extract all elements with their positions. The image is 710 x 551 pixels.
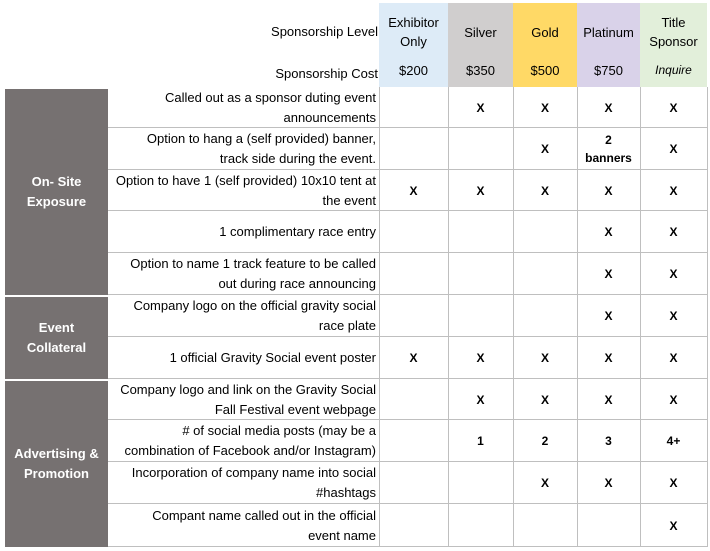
tier-cost: $750 <box>594 63 623 78</box>
tier-cost: $350 <box>466 63 495 78</box>
tier-name: Title Sponsor <box>649 15 698 49</box>
tier-mark <box>379 87 448 128</box>
tier-name: Gold <box>531 24 559 40</box>
tier-mark: X <box>669 142 678 156</box>
category-label: Advertising & Promotion <box>5 379 108 547</box>
tier-mark <box>513 211 577 253</box>
tier-mark: X <box>409 183 418 198</box>
tier-mark <box>448 504 513 547</box>
feature-label: Option to name 1 track feature to be called out during race announcing <box>130 256 376 291</box>
tier-mark <box>379 128 448 170</box>
tier-mark: X <box>669 351 678 365</box>
tier-mark <box>379 253 448 295</box>
tier-header <box>577 3 640 87</box>
tier-mark <box>513 504 577 547</box>
tier-mark: 4+ <box>666 434 681 448</box>
feature-label: 1 official Gravity Social event poster <box>169 350 376 365</box>
tier-header <box>379 3 448 87</box>
category-label: Event Collateral <box>5 295 108 379</box>
tier-mark: X <box>669 100 678 115</box>
tier-mark <box>577 504 640 547</box>
column-divider <box>707 87 708 547</box>
tier-mark <box>379 504 448 547</box>
feature-label: Company logo and link on the Gravity Social Fall Festival event webpage <box>120 381 376 417</box>
tier-name: Platinum <box>583 24 634 40</box>
tier-mark: X <box>604 476 613 490</box>
tier-mark <box>448 211 513 253</box>
feature-label: Called out as a sponsor duting event announcements <box>164 89 376 125</box>
tier-mark: 1 <box>477 434 484 448</box>
tier-mark: X <box>669 476 678 490</box>
feature-label: Company logo on the official gravity social race plate <box>133 298 376 333</box>
tier-mark: X <box>540 351 549 365</box>
feature-label: 1 complimentary race entry <box>219 224 376 239</box>
feature-label: Option to hang a (self provided) banner, track side during the event. <box>146 131 376 166</box>
tier-mark: X <box>540 392 549 407</box>
feature-label: Compant name called out in the official event name <box>152 507 376 543</box>
tier-mark: X <box>540 183 549 198</box>
tier-header <box>513 3 577 87</box>
tier-mark: X <box>669 183 678 198</box>
sponsorship-cost-label: Sponsorship Cost <box>275 66 378 81</box>
sponsorship-level-label: Sponsorship Level <box>271 24 378 39</box>
tier-mark: X <box>604 183 613 198</box>
tier-name: Exhibitor Only <box>388 15 439 49</box>
tier-name: Silver <box>464 24 497 40</box>
tier-cost: $200 <box>399 63 428 78</box>
tier-mark <box>379 211 448 253</box>
tier-mark: X <box>669 392 678 407</box>
tier-mark: 3 <box>605 434 612 448</box>
category-label: On- Site Exposure <box>5 87 108 295</box>
feature-label: # of social media posts (may be a combination of Facebook and/or Instagram) <box>124 423 376 458</box>
tier-mark <box>379 295 448 337</box>
tier-mark <box>379 462 448 504</box>
tier-mark <box>379 379 448 420</box>
tier-mark: X <box>604 267 613 281</box>
tier-mark: X <box>604 392 613 407</box>
tier-mark: X <box>476 183 485 198</box>
tier-mark: X <box>669 225 678 239</box>
tier-mark: 2 <box>541 434 549 448</box>
tier-header <box>448 3 513 87</box>
tier-mark: X <box>476 392 485 407</box>
tier-mark: X <box>476 100 485 115</box>
tier-cost: $500 <box>530 63 560 78</box>
tier-mark: X <box>669 267 678 281</box>
feature-label: Incorporation of company name into social #hashtags <box>131 465 376 500</box>
tier-mark <box>513 253 577 295</box>
tier-mark: X <box>604 351 613 365</box>
tier-mark: X <box>669 518 678 533</box>
tier-mark: 2 banners <box>585 133 632 165</box>
tier-mark: X <box>604 309 613 323</box>
tier-mark <box>448 295 513 337</box>
tier-header <box>640 3 707 87</box>
tier-mark: X <box>604 100 613 115</box>
tier-mark <box>379 420 448 462</box>
tier-mark: X <box>540 476 549 490</box>
tier-mark <box>448 253 513 295</box>
tier-mark <box>513 295 577 337</box>
tier-mark: X <box>604 225 613 239</box>
tier-mark: X <box>476 351 485 365</box>
tier-mark: X <box>540 142 549 156</box>
tier-mark: X <box>540 100 549 115</box>
tier-mark: X <box>669 309 678 323</box>
tier-mark <box>448 462 513 504</box>
tier-mark: X <box>409 351 418 365</box>
tier-cost: Inquire <box>655 63 692 77</box>
tier-mark <box>448 128 513 170</box>
feature-label: Option to have 1 (self provided) 10x10 tent at the event <box>115 172 376 208</box>
